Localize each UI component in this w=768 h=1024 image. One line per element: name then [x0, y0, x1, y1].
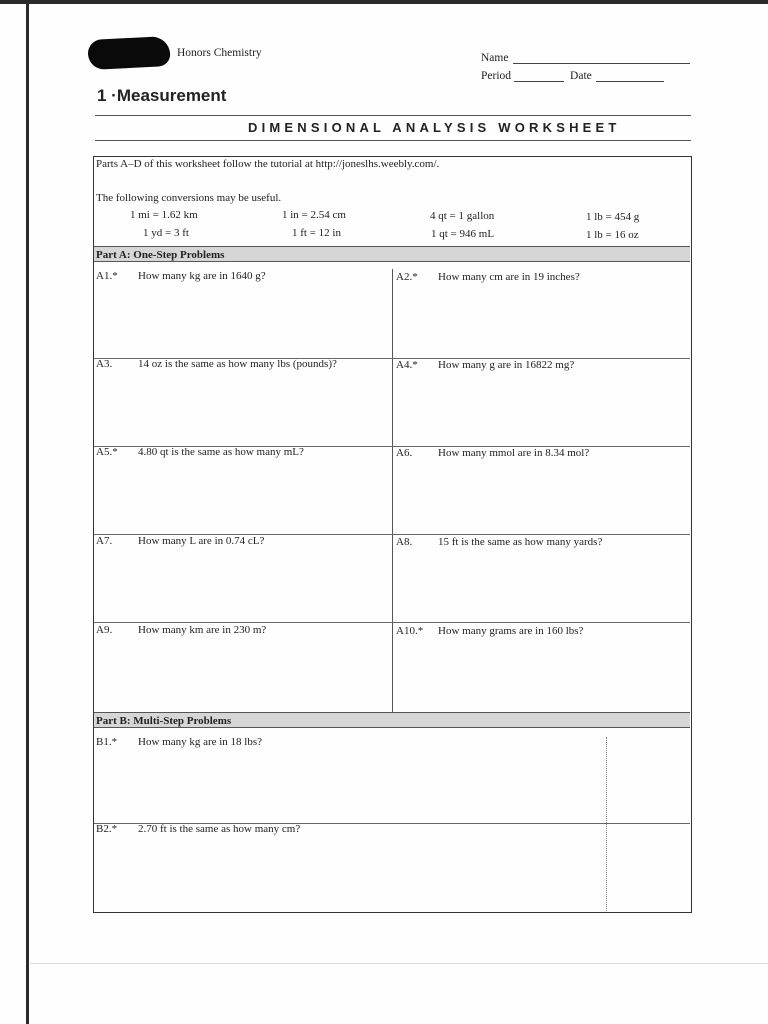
- conversion-item: 1 ft = 12 in: [292, 227, 341, 239]
- problem-a8: [396, 536, 602, 548]
- part-a-header: Part A: One-Step Problems: [94, 246, 690, 262]
- problem-number: A4.*: [396, 359, 418, 371]
- problem-number: A5.*: [96, 446, 118, 458]
- period-label: Period: [481, 70, 512, 82]
- tutorial-note: Parts A–D of this worksheet follow the tutorial at http://joneslhs.weebly.com/.: [96, 158, 440, 170]
- problem-a2: [396, 271, 580, 283]
- header-rule-bottom: [95, 140, 691, 141]
- problem-a3: [96, 358, 337, 370]
- problem-text: How many kg are in 1640 g?: [138, 270, 266, 282]
- problem-text: 4.80 qt is the same as how many mL?: [138, 446, 304, 458]
- date-field[interactable]: [596, 70, 664, 82]
- problem-a10: [396, 625, 583, 637]
- conversion-item: 1 lb = 454 g: [586, 211, 640, 223]
- unit-title: 1 ·Measurement: [97, 86, 227, 105]
- problem-text: How many kg are in 18 lbs?: [138, 736, 263, 748]
- problem-number: B1.*: [96, 736, 118, 748]
- student-info-block: [481, 48, 696, 82]
- conversion-item: 1 in = 2.54 cm: [282, 209, 346, 221]
- date-label: Date: [570, 70, 592, 82]
- answer-column-divider: [606, 737, 607, 911]
- scan-edge-top: [0, 0, 768, 4]
- conversion-item: 1 mi = 1.62 km: [130, 209, 198, 221]
- problem-text: How many cm are in 19 inches?: [438, 271, 580, 283]
- problem-a9: [96, 624, 266, 636]
- problem-a4: [396, 359, 574, 371]
- part-a-column-divider: [392, 269, 393, 712]
- problem-number: A10.*: [396, 625, 424, 637]
- problem-number: B2.*: [96, 823, 118, 835]
- problem-number: A2.*: [396, 271, 418, 283]
- problem-text: How many L are in 0.74 cL?: [138, 535, 265, 547]
- problem-text: How many g are in 16822 mg?: [438, 359, 575, 371]
- problem-number: A6.: [396, 447, 413, 459]
- scan-edge-left: [26, 0, 29, 1024]
- problem-b2: [96, 823, 300, 835]
- header-rule-top: [95, 115, 691, 116]
- conversion-item: 4 qt = 1 gallon: [430, 210, 495, 222]
- problem-text: How many km are in 230 m?: [138, 624, 267, 636]
- problem-b1: [96, 736, 262, 748]
- part-b-header: Part B: Multi-Step Problems: [94, 712, 690, 728]
- problem-number: A8.: [396, 536, 413, 548]
- problem-a5: [96, 446, 304, 458]
- problem-a7: [96, 535, 264, 547]
- problem-text: 15 ft is the same as how many yards?: [438, 536, 603, 548]
- problem-text: 14 oz is the same as how many lbs (pounds)?: [138, 358, 337, 370]
- scan-edge-bottom: [30, 963, 768, 964]
- conversion-item: 1 qt = 946 mL: [431, 228, 495, 240]
- conversion-item: 1 lb = 16 oz: [586, 229, 639, 241]
- problem-text: How many grams are in 160 lbs?: [438, 625, 584, 637]
- problem-text: How many mmol are in 8.34 mol?: [438, 447, 590, 459]
- conversion-item: 1 yd = 3 ft: [143, 227, 189, 239]
- problem-number: A9.: [96, 624, 113, 636]
- worksheet-title: DIMENSIONAL ANALYSIS WORKSHEET: [248, 120, 621, 135]
- conversions-heading: The following conversions may be useful.: [96, 192, 282, 204]
- period-field[interactable]: [514, 70, 564, 82]
- problem-text: 2.70 ft is the same as how many cm?: [138, 823, 301, 835]
- problem-number: A3.: [96, 358, 113, 370]
- row-divider: [94, 622, 690, 623]
- name-field[interactable]: [513, 52, 690, 64]
- course-name: Honors Chemistry: [177, 47, 262, 59]
- name-label: Name: [481, 52, 509, 64]
- problem-a6: [396, 447, 589, 459]
- problem-number: A7.: [96, 535, 113, 547]
- problem-a1: [96, 270, 266, 282]
- problem-number: A1.*: [96, 270, 118, 282]
- redacted-name-mark: [87, 36, 170, 70]
